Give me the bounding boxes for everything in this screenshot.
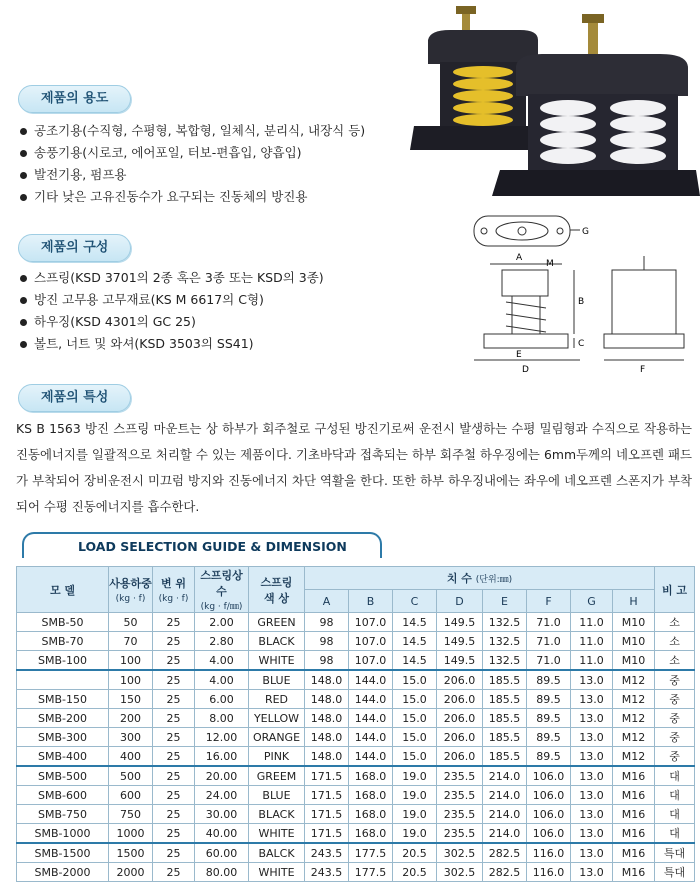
table-cell: 282.5: [483, 863, 527, 882]
table-cell: 중: [655, 747, 695, 767]
table-cell: M12: [613, 728, 655, 747]
table-cell: 13.0: [571, 805, 613, 824]
table-row: [17, 843, 695, 863]
header-dim-e: E: [483, 590, 527, 613]
table-cell: 302.5: [437, 843, 483, 863]
table-cell: 25: [153, 786, 195, 805]
table-cell: 171.5: [305, 805, 349, 824]
table-cell: 149.5: [437, 613, 483, 632]
table-cell: 25: [153, 613, 195, 632]
table-row: [17, 766, 695, 786]
table-cell: 소: [655, 651, 695, 671]
table-cell: 149.5: [437, 651, 483, 671]
list-item: 공조기용(수직형, 수평형, 복합형, 일체식, 분리식, 내장식 등): [18, 120, 365, 142]
table-cell: BALCK: [249, 843, 305, 863]
table-cell: 16.00: [195, 747, 249, 767]
table-row: [17, 805, 695, 824]
table-cell: 1500: [109, 843, 153, 863]
table-cell: 소: [655, 613, 695, 632]
table-cell: 144.0: [349, 709, 393, 728]
table-cell: 13.0: [571, 670, 613, 690]
table-cell: 106.0: [527, 824, 571, 844]
table-cell: SMB-100: [17, 651, 109, 671]
list-item: 볼트, 너트 및 와셔(KSD 3503의 SS41): [18, 333, 324, 355]
table-cell: SMB-750: [17, 805, 109, 824]
table-cell: 13.0: [571, 766, 613, 786]
label-f: F: [640, 365, 646, 375]
table-cell: 중: [655, 690, 695, 709]
table-cell: PINK: [249, 747, 305, 767]
table-cell: ORANGE: [249, 728, 305, 747]
table-cell: SMB-400: [17, 747, 109, 767]
table-row: [17, 613, 695, 632]
table-cell: 13.0: [571, 863, 613, 882]
table-cell: 107.0: [349, 651, 393, 671]
table-cell: 15.0: [393, 728, 437, 747]
table-cell: 6.00: [195, 690, 249, 709]
table-cell: 71.0: [527, 651, 571, 671]
table-cell: 13.0: [571, 747, 613, 767]
table-cell: M16: [613, 824, 655, 844]
table-cell: 282.5: [483, 843, 527, 863]
table-cell: M12: [613, 670, 655, 690]
table-cell: 106.0: [527, 786, 571, 805]
table-cell: M16: [613, 843, 655, 863]
table-cell: 19.0: [393, 786, 437, 805]
table-row: [17, 690, 695, 709]
table-cell: 25: [153, 632, 195, 651]
table-row: [17, 747, 695, 767]
table-cell: 25: [153, 670, 195, 690]
table-row: [17, 632, 695, 651]
table-cell: 대: [655, 805, 695, 824]
table-cell: 148.0: [305, 709, 349, 728]
table-cell: 235.5: [437, 766, 483, 786]
table-row: [17, 709, 695, 728]
table-row: [17, 824, 695, 844]
table-cell: 144.0: [349, 728, 393, 747]
table-cell: 235.5: [437, 805, 483, 824]
list-item: 송풍기용(시로코, 에어포일, 터보-편흡입, 양흡입): [18, 142, 365, 164]
table-cell: 150: [109, 690, 153, 709]
table-cell: RED: [249, 690, 305, 709]
table-cell: SMB-500: [17, 766, 109, 786]
table-cell: 8.00: [195, 709, 249, 728]
table-cell: M12: [613, 690, 655, 709]
header-dim-g: G: [571, 590, 613, 613]
list-item: 하우징(KSD 4301의 GC 25): [18, 311, 324, 333]
table-cell: 200: [109, 709, 153, 728]
header-dim-d: D: [437, 590, 483, 613]
table-cell: 132.5: [483, 651, 527, 671]
header-dim-h: H: [613, 590, 655, 613]
table-cell: M12: [613, 709, 655, 728]
composition-section-title: 제품의 구성: [18, 234, 131, 262]
table-cell: 4.00: [195, 670, 249, 690]
table-cell: 206.0: [437, 747, 483, 767]
table-cell: 185.5: [483, 690, 527, 709]
list-item: 기타 낮은 고유진동수가 요구되는 진동체의 방진용: [18, 186, 365, 208]
table-cell: 71.0: [527, 632, 571, 651]
table-cell: SMB-50: [17, 613, 109, 632]
table-cell: 300: [109, 728, 153, 747]
table-cell: 80.00: [195, 863, 249, 882]
table-cell: 144.0: [349, 690, 393, 709]
table-cell: SMB-70: [17, 632, 109, 651]
table-cell: 20.5: [393, 843, 437, 863]
table-cell: 177.5: [349, 843, 393, 863]
header-dimensions: 치 수 (단위:㎜): [305, 567, 655, 590]
table-cell: 12.00: [195, 728, 249, 747]
table-cell: 177.5: [349, 863, 393, 882]
table-title: LOAD SELECTION GUIDE & DIMENSION: [22, 532, 382, 558]
table-cell: 13.0: [571, 709, 613, 728]
header-displacement: 변 위 (kg · f): [153, 567, 195, 613]
table-cell: 19.0: [393, 766, 437, 786]
table-cell: 11.0: [571, 651, 613, 671]
table-cell: 206.0: [437, 728, 483, 747]
table-cell: M16: [613, 805, 655, 824]
list-item: 스프링(KSD 3701의 2종 혹은 3종 또는 KSD의 3종): [18, 267, 324, 289]
product-photo: [410, 0, 700, 210]
table-cell: 13.0: [571, 728, 613, 747]
table-cell: 중: [655, 709, 695, 728]
table-cell: 50: [109, 613, 153, 632]
table-cell: 144.0: [349, 747, 393, 767]
table-cell: 132.5: [483, 632, 527, 651]
table-cell: BLUE: [249, 670, 305, 690]
features-paragraph: KS B 1563 방진 스프링 마운트는 상 하부가 회주철로 구성된 방진기로써 운전시 발생하는 수평 밀림형과 수직으로 작용하는 진동에너지를 일괄적으로 처리할 수 있는 제품이다. 기초바닥과 접촉되는 하부 회주철 하우징에는 6mm두께의 네오프렌 패드가 부착되어 장비운전시 미끄럼 방지와 진동에너지 차단 역활을 한다. 또한 하부 하우징내에는 좌우에 네오프렌 스폰지가 부착되어 수평 진동에너지를 흡수한다.: [16, 421, 692, 514]
header-dim-b: B: [349, 590, 393, 613]
table-cell: 100: [109, 670, 153, 690]
table-cell: 25: [153, 690, 195, 709]
table-cell: 14.5: [393, 651, 437, 671]
table-cell: 144.0: [349, 670, 393, 690]
table-cell: 25: [153, 805, 195, 824]
table-cell: 149.5: [437, 632, 483, 651]
table-cell: 대: [655, 766, 695, 786]
table-cell: BLUE: [249, 786, 305, 805]
table-cell: 235.5: [437, 824, 483, 844]
table-cell: BLACK: [249, 632, 305, 651]
table-cell: 24.00: [195, 786, 249, 805]
table-row: [17, 670, 695, 690]
table-row: [17, 728, 695, 747]
header-dim-a: A: [305, 590, 349, 613]
label-e: E: [516, 350, 522, 360]
table-cell: M10: [613, 613, 655, 632]
table-cell: 25: [153, 747, 195, 767]
table-cell: M16: [613, 786, 655, 805]
composition-list: [18, 267, 324, 355]
table-cell: 대: [655, 824, 695, 844]
table-cell: 107.0: [349, 632, 393, 651]
table-cell: 116.0: [527, 863, 571, 882]
table-cell: 60.00: [195, 843, 249, 863]
table-cell: 214.0: [483, 766, 527, 786]
table-cell: 대: [655, 786, 695, 805]
table-cell: 13.0: [571, 824, 613, 844]
table-cell: 302.5: [437, 863, 483, 882]
table-cell: 171.5: [305, 766, 349, 786]
table-cell: 2.00: [195, 613, 249, 632]
table-cell: SMB-300: [17, 728, 109, 747]
table-cell: 214.0: [483, 805, 527, 824]
table-cell: 중: [655, 728, 695, 747]
list-item: 발전기용, 펌프용: [18, 164, 365, 186]
table-cell: 11.0: [571, 613, 613, 632]
header-dim-c: C: [393, 590, 437, 613]
table-cell: 148.0: [305, 728, 349, 747]
dimension-drawing: [470, 210, 692, 380]
table-cell: 750: [109, 805, 153, 824]
table-cell: 168.0: [349, 824, 393, 844]
table-cell: GREEN: [249, 613, 305, 632]
table-cell: YELLOW: [249, 709, 305, 728]
table-cell: 89.5: [527, 670, 571, 690]
usage-section-title: 제품의 용도: [18, 85, 131, 113]
table-cell: 89.5: [527, 728, 571, 747]
header-dim-f: F: [527, 590, 571, 613]
table-cell: 19.0: [393, 805, 437, 824]
table-cell: 89.5: [527, 690, 571, 709]
table-cell: 171.5: [305, 824, 349, 844]
table-cell: SMB-2000: [17, 863, 109, 882]
table-cell: 70: [109, 632, 153, 651]
label-b: B: [578, 297, 585, 307]
table-cell: 500: [109, 766, 153, 786]
table-cell: 400: [109, 747, 153, 767]
header-spring-constant: 스프링상수 (kg · f/㎜): [195, 567, 249, 613]
table-cell: 243.5: [305, 843, 349, 863]
label-m: M: [546, 259, 554, 269]
table-cell: M12: [613, 747, 655, 767]
table-cell: SMB-150: [17, 690, 109, 709]
header-spring-color: 스프링 색 상: [249, 567, 305, 613]
table-cell: M16: [613, 863, 655, 882]
table-cell: 206.0: [437, 670, 483, 690]
table-cell: 206.0: [437, 690, 483, 709]
label-a: A: [516, 253, 523, 263]
table-cell: 100: [109, 651, 153, 671]
table-cell: M10: [613, 651, 655, 671]
table-cell: 20.00: [195, 766, 249, 786]
table-cell: 235.5: [437, 786, 483, 805]
table-cell: 107.0: [349, 613, 393, 632]
label-c: C: [578, 339, 585, 349]
features-section-title: 제품의 특성: [18, 384, 131, 412]
table-cell: 600: [109, 786, 153, 805]
header-model: 모 델: [17, 567, 109, 613]
table-cell: BLACK: [249, 805, 305, 824]
table-cell: 71.0: [527, 613, 571, 632]
table-cell: 30.00: [195, 805, 249, 824]
table-cell: 98: [305, 651, 349, 671]
table-row: [17, 786, 695, 805]
table-cell: 13.0: [571, 690, 613, 709]
table-cell: 40.00: [195, 824, 249, 844]
table-cell: 15.0: [393, 709, 437, 728]
table-cell: WHITE: [249, 863, 305, 882]
table-cell: 106.0: [527, 766, 571, 786]
table-cell: 98: [305, 613, 349, 632]
table-cell: 132.5: [483, 613, 527, 632]
table-cell: 25: [153, 709, 195, 728]
table-cell: 25: [153, 766, 195, 786]
table-cell: 89.5: [527, 747, 571, 767]
table-cell: 25: [153, 651, 195, 671]
table-cell: GREEM: [249, 766, 305, 786]
table-cell: 148.0: [305, 690, 349, 709]
table-cell: M10: [613, 632, 655, 651]
table-cell: 148.0: [305, 747, 349, 767]
list-item: 방진 고무용 고무재료(KS M 6617의 C형): [18, 289, 324, 311]
table-cell: 98: [305, 632, 349, 651]
spec-table-body: [17, 613, 695, 882]
table-cell: 13.0: [571, 843, 613, 863]
table-cell: 14.5: [393, 632, 437, 651]
table-cell: 2.80: [195, 632, 249, 651]
table-cell: 89.5: [527, 709, 571, 728]
table-cell: 특대: [655, 843, 695, 863]
table-cell: 185.5: [483, 670, 527, 690]
table-cell: 1000: [109, 824, 153, 844]
label-d: D: [522, 365, 529, 375]
table-cell: 15.0: [393, 747, 437, 767]
table-cell: WHITE: [249, 651, 305, 671]
table-cell: 20.5: [393, 863, 437, 882]
header-remark: 비 고: [655, 567, 695, 613]
table-cell: 185.5: [483, 709, 527, 728]
table-cell: SMB-1000: [17, 824, 109, 844]
table-cell: SMB-1500: [17, 843, 109, 863]
table-cell: 25: [153, 824, 195, 844]
table-cell: 168.0: [349, 766, 393, 786]
table-cell: 소: [655, 632, 695, 651]
table-cell: SMB-600: [17, 786, 109, 805]
table-cell: 25: [153, 843, 195, 863]
table-cell: 25: [153, 728, 195, 747]
table-cell: 185.5: [483, 747, 527, 767]
table-cell: 중: [655, 670, 695, 690]
header-load: 사용하중 (kg · f): [109, 567, 153, 613]
table-cell: 214.0: [483, 824, 527, 844]
table-cell: 14.5: [393, 613, 437, 632]
table-cell: 19.0: [393, 824, 437, 844]
usage-list: [18, 120, 365, 208]
table-cell: SMB-200: [17, 709, 109, 728]
table-cell: 2000: [109, 863, 153, 882]
table-row: [17, 863, 695, 882]
table-row: [17, 651, 695, 671]
table-cell: 214.0: [483, 786, 527, 805]
table-cell: 11.0: [571, 632, 613, 651]
table-cell: 171.5: [305, 786, 349, 805]
table-cell: 148.0: [305, 670, 349, 690]
table-cell: 206.0: [437, 709, 483, 728]
table-cell: 168.0: [349, 786, 393, 805]
table-cell: M16: [613, 766, 655, 786]
table-cell: 13.0: [571, 786, 613, 805]
table-cell: 168.0: [349, 805, 393, 824]
table-cell: [17, 670, 109, 690]
table-cell: 116.0: [527, 843, 571, 863]
table-cell: WHITE: [249, 824, 305, 844]
table-cell: 25: [153, 863, 195, 882]
table-cell: 15.0: [393, 670, 437, 690]
table-cell: 4.00: [195, 651, 249, 671]
table-cell: 15.0: [393, 690, 437, 709]
label-g: G: [582, 227, 589, 237]
table-cell: 특대: [655, 863, 695, 882]
table-cell: 243.5: [305, 863, 349, 882]
table-cell: 185.5: [483, 728, 527, 747]
spec-table: [16, 566, 695, 882]
table-cell: 106.0: [527, 805, 571, 824]
